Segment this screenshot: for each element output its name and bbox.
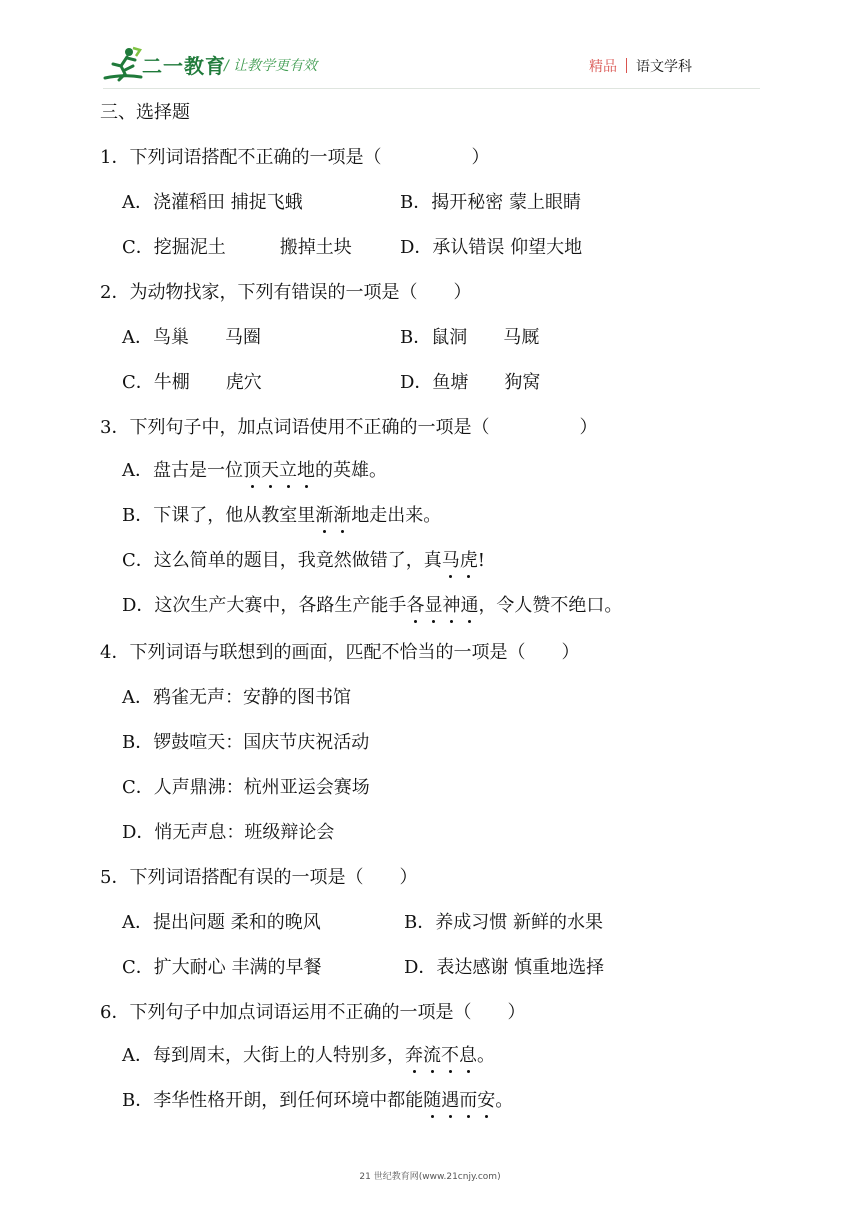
emphasized-word <box>406 595 478 616</box>
question-stem: 1．下列词语搭配不正确的一项是（ ） <box>100 147 490 168</box>
page-header <box>0 0 860 92</box>
dotted-char: 随 <box>423 1090 442 1111</box>
dotted-char: 息 <box>459 1045 477 1066</box>
dotted-char: 奔 <box>405 1045 423 1066</box>
dotted-char: 神 <box>442 595 461 616</box>
logo-text: 二一教育 <box>142 54 226 78</box>
question-stem: 5．下列词语搭配有误的一项是（ ） <box>100 867 418 888</box>
option: B．鼠洞 马厩 <box>400 327 540 348</box>
option: C．扩大耐心 丰满的早餐 <box>122 957 322 978</box>
dotted-char: 显 <box>424 595 443 616</box>
dotted-char: 立 <box>279 460 297 481</box>
option-line <box>122 1090 513 1112</box>
header-rule <box>103 88 760 89</box>
question-stem: 6．下列句子中加点词语运用不正确的一项是（ ） <box>100 1002 526 1023</box>
question-stem: 4．下列词语与联想到的画面，匹配不恰当的一项是（ ） <box>100 642 580 663</box>
header-label-premium: 精品 <box>589 59 617 75</box>
option: D．表达感谢 慎重地选择 <box>404 957 605 978</box>
option-line <box>122 505 441 527</box>
option-text: 。 <box>495 1090 514 1111</box>
option-row <box>122 192 581 214</box>
emphasized-word <box>315 505 351 526</box>
emphasized-word <box>405 1045 477 1066</box>
question-stem: 2．为动物找家，下列有错误的一项是（ ） <box>100 282 472 303</box>
dotted-char: 不 <box>441 1045 459 1066</box>
header-slogan: / 让教学更有效 <box>224 58 318 74</box>
option-text: 。 <box>477 1045 495 1066</box>
question-stem: 3．下列句子中，加点词语使用不正确的一项是（ ） <box>100 417 598 438</box>
option-text: 地走出来。 <box>351 505 442 526</box>
option: A．提出问题 柔和的晚风 <box>122 912 321 933</box>
header-subject <box>589 56 692 76</box>
option-line: A．鸦雀无声：安静的图书馆 <box>122 687 351 708</box>
option-text: A．每到周末，大街上的人特别多， <box>122 1045 405 1066</box>
option: C．牛棚 虎穴 <box>122 372 262 393</box>
dotted-char: 而 <box>459 1090 478 1111</box>
option-text: ! <box>477 550 486 571</box>
option-line: D．悄无声息：班级辩论会 <box>122 822 335 843</box>
page-footer: 21 世纪教育网(www.21cnjy.com) <box>359 1172 501 1182</box>
option-text: D．这次生产大赛中，各路生产能手 <box>122 595 407 616</box>
dotted-char: 安 <box>477 1090 496 1111</box>
option: B．揭开秘密 蒙上眼睛 <box>400 192 581 213</box>
dotted-char: 地 <box>297 460 315 481</box>
dotted-char: 天 <box>261 460 279 481</box>
option-line: C．人声鼎沸：杭州亚运会赛场 <box>122 777 370 798</box>
option-text: C．这么简单的题目，我竟然做错了，真 <box>122 550 442 571</box>
option-text: A．盘古是一位 <box>122 460 243 481</box>
option-row <box>122 957 605 979</box>
dotted-char: 顶 <box>243 460 261 481</box>
option-line <box>122 460 387 482</box>
option-row <box>122 372 541 394</box>
dotted-char: 通 <box>460 595 479 616</box>
dotted-char: 流 <box>423 1045 441 1066</box>
emphasized-word <box>442 550 478 571</box>
option-text: 的英雄。 <box>315 460 387 481</box>
dotted-char: 马 <box>441 550 460 571</box>
dotted-char: 各 <box>406 595 425 616</box>
option: A．浇灌稻田 捕捉飞蛾 <box>122 192 303 213</box>
option-line: B．锣鼓喧天：国庆节庆祝活动 <box>122 732 370 753</box>
emphasized-word <box>423 1090 495 1111</box>
option-text: B．下课了，他从教室里 <box>122 505 316 526</box>
option: A．鸟巢 马圈 <box>122 327 261 348</box>
option: D．承认错误 仰望大地 <box>400 237 583 258</box>
option-line <box>122 550 485 572</box>
emphasized-word <box>243 460 315 481</box>
header-divider <box>626 58 627 73</box>
header-label-subject: 语文学科 <box>636 59 692 75</box>
dotted-char: 渐 <box>315 505 334 526</box>
option: D．鱼塘 狗窝 <box>400 372 541 393</box>
option-row <box>122 327 540 349</box>
dotted-char: 遇 <box>441 1090 460 1111</box>
option-text: B．李华性格开朗，到任何环境中都能 <box>122 1090 424 1111</box>
option-line <box>122 595 622 617</box>
dotted-char: 渐 <box>333 505 352 526</box>
dotted-char: 虎 <box>459 550 478 571</box>
option-text: ，令人赞不绝口。 <box>478 595 623 616</box>
option: B．养成习惯 新鲜的水果 <box>404 912 603 933</box>
section-title: 三、选择题 <box>100 102 190 123</box>
option-row <box>122 237 583 259</box>
option: C．挖掘泥土 搬掉土块 <box>122 237 352 258</box>
option-row <box>122 912 603 934</box>
option-line <box>122 1045 495 1067</box>
